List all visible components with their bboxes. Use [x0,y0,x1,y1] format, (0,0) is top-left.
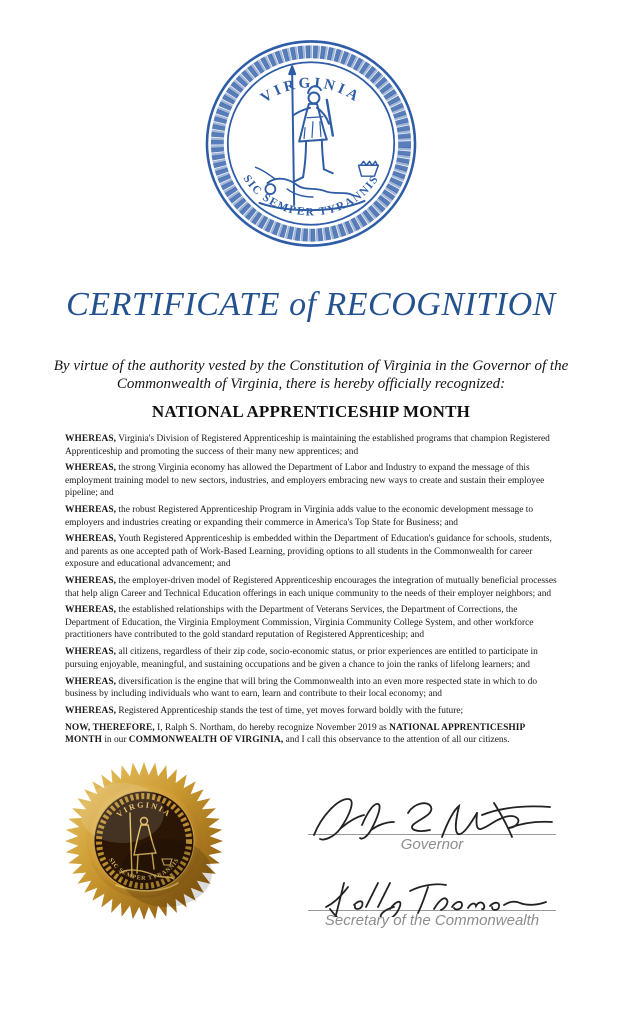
authority-statement: By virtue of the authority vested by the Constitution of Virginia in the Governor of the Commonwealth of Virginia, there is hereby officially recognized: [53,358,569,393]
whereas-clause [65,533,557,570]
resolution-lead: NOW, THEREFORE, [65,722,155,733]
whereas-section [65,433,557,746]
secretary-signature-block [308,877,556,929]
governor-signature-line [308,834,556,835]
governor-signature-block [308,795,556,853]
whereas-clause [65,676,557,701]
certificate-title: CERTIFICATE of RECOGNITION [66,286,556,323]
whereas-clause [65,462,557,499]
whereas-text: the robust Registered Apprenticeship Program in Virginia adds value to the economic development message to employers and industries creating or expanding their commerce in America's Top State for Business; and [65,505,534,528]
virginia-state-seal [204,38,418,249]
whereas-lead: WHEREAS, [65,576,117,587]
governor-title-label: Governor [400,835,464,853]
whereas-lead: WHEREAS, [65,434,117,445]
whereas-lead: WHEREAS, [65,705,117,716]
whereas-clause [65,646,557,671]
gold-seal-motto-text: SIC SEMPER TYRANNIS [107,856,181,882]
whereas-text: the strong Virginia economy has allowed the Department of Labor and Industry to expand the message of this employment training model to new sectors, industries, and employers embracing new ways to create and sustain their employee pipeline; and [65,463,545,499]
secretary-signature-line [308,910,556,911]
signature-column [308,761,556,929]
signature-section [0,761,622,929]
gold-foil-seal [64,761,224,921]
whereas-text: Registered Apprenticeship stands the test of time, yet moves forward boldly with the future; [118,705,464,716]
resolution-emphasis: COMMONWEALTH OF VIRGINIA, [128,735,284,746]
gold-seal-commonwealth-text: VIRGINIA [114,799,174,819]
resolution-clause [65,722,557,747]
whereas-clause [65,705,557,717]
secretary-signature [308,877,556,917]
whereas-lead: WHEREAS, [65,676,117,687]
resolution-text: and I call this observance to the attention of all our citizens. [285,735,510,746]
whereas-text: diversification is the engine that will bring the Commonwealth into an even more respected state in which to do business by including individuals who want to earn, learn and contribute to their local economy; and [65,676,538,699]
whereas-lead: WHEREAS, [65,605,117,616]
resolution-text: in our [104,735,127,746]
whereas-text: Youth Registered Apprenticeship is embedded within the Department of Education's guidance for schools, students, and parents as one accepted path of Work-Based Learning, providing options to all students in the Commonwealth for career exposure and educational advancement; and [65,534,552,570]
seal-commonwealth-text: VIRGINIA [258,75,364,107]
whereas-clause [65,433,557,458]
whereas-clause [65,504,557,529]
whereas-clause [65,575,557,600]
whereas-text: the established relationships with the Department of Veterans Services, the Department of Corrections, the Department of Education, the Virginia Employment Commission, Virginia Community College System, and other workforce practitioners have contributed to the gold standard reputation of Registered Apprenticeship; and [65,605,534,641]
whereas-text: all citizens, regardless of their zip code, socio-economic status, or prior experiences are entitled to participate in pursuing enjoyable, meaningful, and sustaining occupations and be given a chance to join the ranks of lifelong learners; and [65,647,538,670]
whereas-clause [65,604,557,641]
whereas-lead: WHEREAS, [65,647,117,658]
whereas-text: the employer-driven model of Registered Apprenticeship encourages the integration of mutually beneficial processes that help align Career and Technical Education offerings in each unique community to the needs of their employer neighbors; and [65,576,557,599]
resolution-emphasis: NATIONAL APPRENTICESHIP MONTH [65,722,525,746]
resolution-text: I, Ralph S. Northam, do hereby recognize November 2019 as [157,722,387,733]
whereas-text: Virginia's Division of Registered Apprenticeship is maintaining the established programs that champion Registered Apprenticeship and promoting the success of their many new apprentices; and [65,434,550,457]
secretary-title-label: Secretary of the Commonwealth [324,911,540,929]
whereas-lead: WHEREAS, [65,463,117,474]
whereas-lead: WHEREAS, [65,505,117,516]
seal-motto-text: SIC SEMPER TYRANNIS [240,173,382,219]
proclamation-title: NATIONAL APPRENTICESHIP MONTH [151,402,471,422]
whereas-lead: WHEREAS, [65,534,117,545]
